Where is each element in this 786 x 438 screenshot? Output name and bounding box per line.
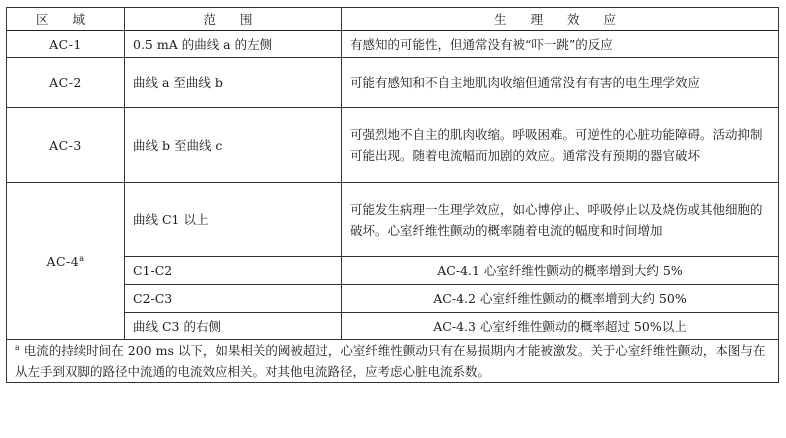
electric-effect-zones-table (6, 7, 779, 383)
zone-cell: AC-2 (7, 58, 125, 108)
range-cell: 曲线 b 至曲线 c (125, 108, 342, 183)
effect-cell: 可强烈地不自主的肌肉收缩。呼吸困难。可逆性的心脏功能障碍。活动抑制可能出现。随着电流幅而加剧的效应。通常没有预期的器官破坏 (342, 108, 779, 183)
table-row-ac1 (7, 31, 779, 58)
range-cell: C1-C2 (125, 257, 342, 285)
effect-cell: AC-4.1 心室纤维性颤动的概率增到大约 5% (342, 257, 779, 285)
header-zone: 区 域 (7, 8, 125, 31)
zone-cell: AC-1 (7, 31, 125, 58)
footnote-ref: a (79, 253, 85, 263)
header-effect: 生 理 效 应 (342, 8, 779, 31)
effect-cell: 有感知的可能性，但通常没有被“吓一跳”的反应 (342, 31, 779, 58)
footnote-text: 电流的持续时间在 200 ms 以下，如果相关的阈被超过，心室纤维性颤动只有在易损期内才能被激发。关于心室纤维性颤动，本图与在从左手到双脚的路径中流通的电流效应相关。对其他电流路径，应考虑心脏电流系数。 (15, 343, 766, 379)
footnote-cell (7, 340, 779, 383)
table-header-row (7, 8, 779, 31)
zone-label: AC-4 (46, 253, 80, 269)
range-cell: 曲线 C1 以上 (125, 183, 342, 257)
range-cell: 0.5 mA 的曲线 a 的左侧 (125, 31, 342, 58)
effect-cell: 可能有感知和不自主地肌肉收缩但通常没有有害的电生理学效应 (342, 58, 779, 108)
document-page (6, 7, 778, 432)
footnote-mark: a (15, 342, 20, 352)
table-row-ac4-c1 (7, 183, 779, 257)
range-cell: 曲线 a 至曲线 b (125, 58, 342, 108)
table-row-ac3 (7, 108, 779, 183)
zone-cell-ac4 (7, 183, 125, 340)
table-row-ac2 (7, 58, 779, 108)
effect-cell: AC-4.3 心室纤维性颤动的概率超过 50%以上 (342, 313, 779, 340)
table-footnote-row (7, 340, 779, 383)
range-cell: C2-C3 (125, 285, 342, 313)
effect-cell: AC-4.2 心室纤维性颤动的概率增到大约 50% (342, 285, 779, 313)
range-cell: 曲线 C3 的右侧 (125, 313, 342, 340)
zone-cell: AC-3 (7, 108, 125, 183)
header-range: 范 围 (125, 8, 342, 31)
effect-cell: 可能发生病理一生理学效应，如心博停止、呼吸停止以及烧伤或其他细胞的破坏。心室纤维性颤动的概率随着电流的幅度和时间增加 (342, 183, 779, 257)
